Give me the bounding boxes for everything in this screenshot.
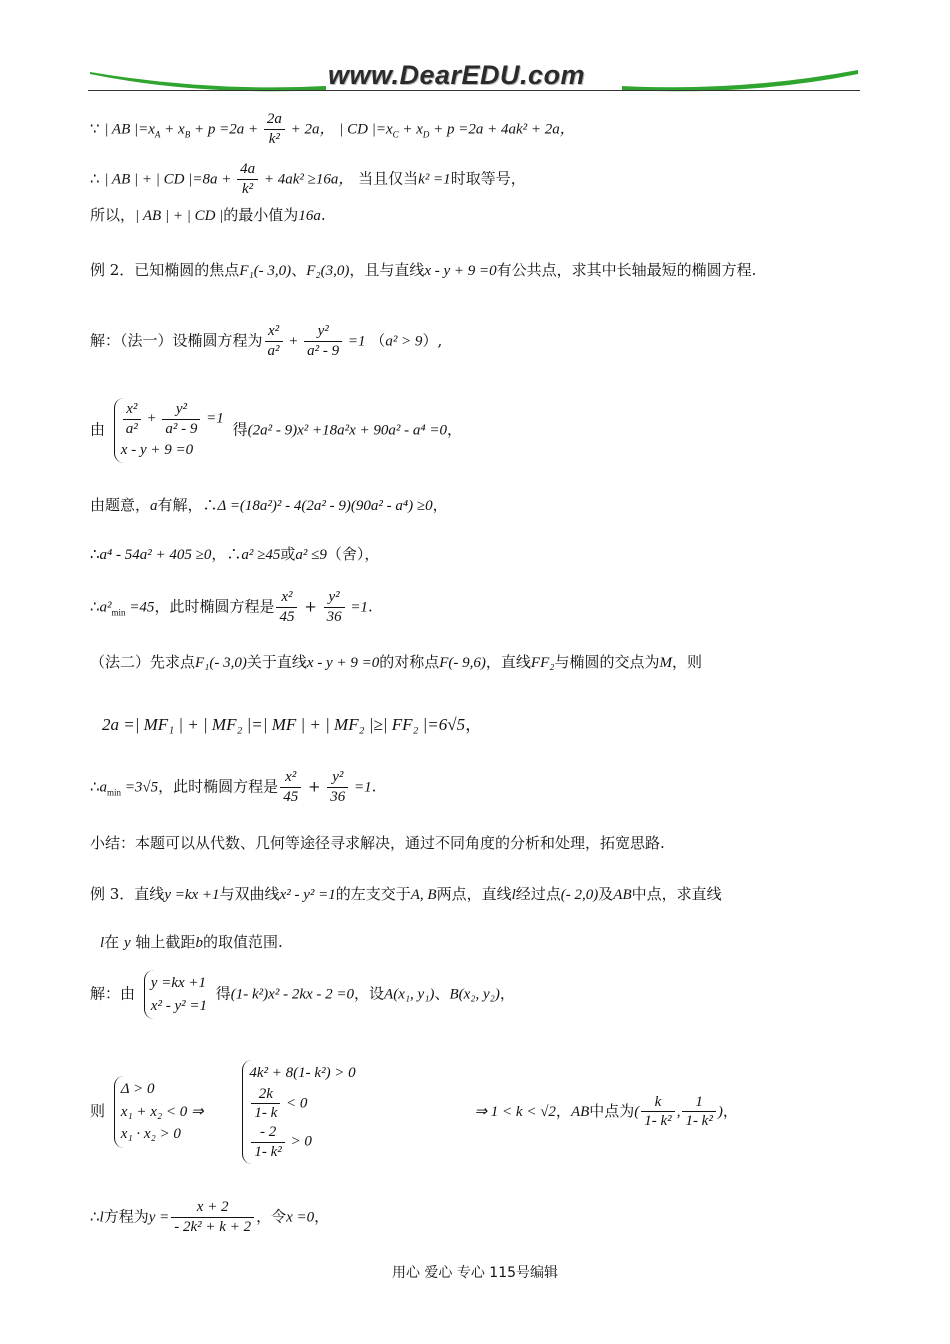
solution-1-result: $\therefore a^2_{min} =45$，此时椭圆方程是 $\frac{\text{x²}}{45}$ + $\frac{\text{y²}}{36}$ =1. [90, 589, 373, 625]
expr-part: F₁(- 3,0) [239, 263, 292, 279]
because-symbol: ∵ [90, 119, 100, 138]
expr-part: a² ≤9 [295, 547, 327, 563]
expr-part: | AB | + | CD | [135, 208, 224, 224]
text: 得 [215, 984, 231, 1003]
fraction: $\frac{4a}{\text{k²}}$ [237, 160, 258, 199]
expr-part: + 2a， [286, 121, 335, 138]
expr-part: =45 [125, 599, 155, 616]
text: ，直线 [485, 653, 531, 671]
expr-part: a² > 9 [385, 333, 423, 350]
expr-part: ( [634, 1103, 640, 1120]
expr-part: a [150, 498, 158, 514]
expr-part: a² ≥45 [241, 547, 281, 563]
text: ， [314, 1207, 330, 1226]
fraction: $\frac{2a}{\text{k²}}$ [264, 110, 285, 149]
expr-part: AB [570, 1103, 590, 1120]
expr-part: x =0 [286, 1209, 315, 1226]
solution-2-setup [90, 655, 702, 671]
expr-part: FF₂ [530, 655, 555, 671]
text: ∴ [90, 597, 100, 616]
expr-part: A(x₁, y₁) [384, 986, 435, 1003]
text: . [371, 777, 377, 796]
solution-2-result: $\therefore a_{min} =3√5$，此时椭圆方程是 $\frac{\text{x²}}{45}$ + $\frac{\text{y²}}{36}$ =1. [90, 769, 377, 805]
text: ， [499, 984, 515, 1003]
text: ， [446, 420, 462, 439]
expr-part: + x [160, 121, 185, 138]
expr-part: AB [613, 887, 632, 903]
expr-part: B(x₂, y₂) [449, 986, 500, 1003]
equation-system: Δ > 0 x₁ + x₂ < 0 ⇒ x₁ · x₂ > 0 [114, 1076, 204, 1148]
text: ，令 [256, 1207, 287, 1226]
text: 则 [90, 1101, 106, 1120]
header-swoosh-right-icon [620, 62, 860, 92]
fraction: $\frac{x + 2}{\text{- 2k² + k + 2}}$ [171, 1198, 254, 1237]
text: 经过点 [515, 885, 561, 903]
example-3-solution-start [90, 970, 515, 1019]
ab-expr: | AB |=x [104, 121, 155, 138]
header-swoosh-left-icon [88, 62, 328, 92]
expr-part: k² =1 [418, 171, 451, 188]
fraction: $\frac{\text{y²}}{\text{a² - 9}}$ [304, 322, 342, 361]
example-2-statement [90, 263, 756, 279]
expr-part: x² - y² =1 [279, 887, 336, 903]
expr-part: y = [148, 1209, 170, 1226]
text: （ [370, 331, 386, 350]
text: ∴ [90, 1207, 100, 1226]
expr-part: a⁴ - 54a² + 405 ≥0 [99, 547, 212, 563]
line-ab-cd: ∵ | AB $|=x_A + x_B + p =2a$ + $\frac{2a}{\text{k²}}$ + 2a， | CD $|=x_C + x_D + p =2a + 4ak^2 + 2a$， [90, 111, 575, 147]
expr-part: Δ =(18a²)² - 4(2a² - 9)(90a² - a⁴) ≥0 [217, 498, 433, 514]
expr-part: (2a² - 9)x² +18a²x + 90a² - a⁴ =0 [247, 422, 447, 439]
expr-part: a² [99, 599, 112, 616]
text: . [367, 597, 373, 616]
expr-part: b [195, 935, 203, 951]
text: 关于直线 [246, 653, 307, 671]
site-brand: www.DearEDU.com [328, 60, 586, 90]
expr-part: x - y + 9 =0 [306, 655, 380, 671]
text: 与双曲线 [219, 885, 280, 903]
cd-expr: | CD |=x [339, 121, 393, 138]
fraction: $\frac{\text{x²}}{45}$ [276, 588, 297, 627]
text: ， [555, 1101, 571, 1120]
text: 的取值范围. [202, 933, 283, 951]
text: 当且仅当 [358, 169, 419, 188]
line-min [90, 208, 326, 224]
text: 轴上截距 [135, 933, 196, 951]
text: 解：由 [90, 984, 136, 1003]
expr-part: y =kx +1 [164, 887, 220, 903]
text: 方程为 [103, 1207, 149, 1226]
text: 的对称点 [379, 653, 440, 671]
text: ， [432, 496, 448, 514]
expr-part: ) [717, 1103, 723, 1120]
expr-part: 2a =| MF₁ | + | MF₂ |=| MF | + | MF₂ |≥| FF₂ |=6√5 [102, 715, 466, 734]
expr-part: =3√5 [121, 779, 159, 796]
expr-part: ⇒ 1 < k < √2 [474, 1103, 556, 1120]
text: 两点，直线 [436, 885, 512, 903]
text: ，且与直线 [349, 261, 425, 279]
expr-part: =1 [346, 599, 368, 616]
text: 与椭圆的交点为 [554, 653, 660, 671]
text: 中点，求直线 [631, 885, 722, 903]
solution-1-setup [90, 322, 442, 361]
text: （法二）先求点 [90, 653, 196, 671]
expr-part: =1 [344, 333, 366, 350]
text: . [320, 206, 326, 224]
solution-1-discriminant [90, 498, 448, 514]
subscript: min [111, 607, 126, 618]
equation-system: $\frac{\text{x²}}{\text{a²}}$ + $\frac{\text{y²}}{\text{a² - 9}}$ =1 x - y + 9 =0 [114, 398, 224, 463]
text: ， [465, 715, 483, 735]
expr-part: =1 [350, 779, 372, 796]
text: 时取等号， [450, 169, 526, 188]
example-3-statement-cont [100, 935, 283, 951]
expr-part: A, B [410, 887, 437, 903]
fraction: $\frac{1}{\text{1- k²}}$ [682, 1093, 715, 1132]
summary: 小结：本题可以从代数、几何等途径寻求解决，通过不同角度的分析和处理，拓宽思路. [90, 834, 665, 852]
text: 中点为 [589, 1101, 635, 1120]
text: ∴ [90, 545, 100, 563]
example-3-statement [90, 887, 722, 903]
text: 或 [280, 545, 296, 563]
text: 例 3．直线 [90, 885, 165, 903]
text: （舍）， [326, 545, 380, 563]
expr-part: + p =2a + [190, 121, 262, 138]
text: 在 [104, 933, 120, 951]
fraction: $\frac{\text{x²}}{45}$ [280, 768, 301, 807]
expr-part: l [99, 1209, 104, 1226]
text: 、 [291, 261, 307, 279]
expr-part: F₂(3,0) [306, 263, 350, 279]
expr-part: M [659, 655, 672, 671]
text: 由题意， [90, 496, 151, 514]
solution-2-inequality [102, 716, 482, 734]
expr-part: l [100, 935, 105, 951]
fraction: $\frac{\text{y²}}{36}$ [327, 768, 348, 807]
text: 的左支交于 [335, 885, 411, 903]
text: 及 [598, 885, 614, 903]
expr-part: | AB | + | CD |=8a + [104, 171, 236, 188]
expr-part: F(- 9,6) [439, 655, 486, 671]
expr-part: F₁(- 3,0) [195, 655, 247, 671]
page-header [88, 58, 860, 100]
equation-system: 4k² + 8(1- k²) > 0 $\frac{2k}{1- k}$ < 0 $\frac{- 2}{\text{1- k²}}$ > 0 [242, 1060, 355, 1164]
text: 例 2．已知椭圆的焦点 [90, 261, 240, 279]
text: ，∴ [211, 545, 242, 563]
subscript: min [107, 787, 122, 798]
text: ，则 [671, 653, 702, 671]
text: ，此时椭圆方程是 [154, 597, 275, 616]
solution-1-inequality [90, 547, 379, 563]
expr-part: + [284, 333, 303, 350]
fraction: $\frac{k}{\text{1- k²}}$ [641, 1093, 674, 1132]
example-3-conditions [90, 1060, 738, 1164]
fraction: $\frac{\text{y²}}{36}$ [324, 588, 345, 627]
expr-part: , [676, 1103, 681, 1120]
therefore-symbol: ∴ [90, 169, 100, 188]
expr-part: + 4ak² ≥16a， [260, 171, 354, 188]
text: ， [722, 1101, 738, 1120]
page-footer: 用心 爱心 专心 115号编辑 [391, 1265, 559, 1281]
expr-part: x - y + 9 =0 [424, 263, 497, 279]
text: ，设 [354, 984, 385, 1003]
header-rule [88, 90, 860, 91]
text: 、 [434, 984, 450, 1003]
expr-part: y [123, 935, 131, 951]
solution-1-system [90, 398, 462, 463]
text: 解：（法一）设椭圆方程为 [90, 331, 263, 350]
expr-part: a [99, 779, 108, 796]
text: 的最小值为 [223, 206, 299, 224]
text: 有解，∴ [157, 496, 218, 514]
text: 得 [232, 420, 248, 439]
text: 由 [90, 420, 106, 439]
text: 有公共点，求其中长轴最短的椭圆方程. [496, 261, 757, 279]
expr-part: 16a [298, 208, 321, 224]
fraction: $\frac{\text{x²}}{\text{a²}}$ [265, 322, 283, 361]
expr-part: + x [398, 121, 423, 138]
text: ，此时椭圆方程是 [158, 777, 279, 796]
expr-part: (1- k²)x² - 2kx - 2 =0 [230, 986, 355, 1003]
expr-part: + p =2a + 4ak² + 2a， [429, 121, 575, 138]
example-3-line-l [90, 1198, 329, 1237]
expr-part: l [511, 887, 516, 903]
text: 所以， [90, 206, 136, 224]
line-sum [90, 160, 526, 199]
equation-system: y =kx +1 x² - y² =1 [144, 970, 207, 1019]
text: ）, [422, 331, 443, 350]
text: ∴ [90, 777, 100, 796]
expr-part: (- 2,0) [560, 887, 599, 903]
